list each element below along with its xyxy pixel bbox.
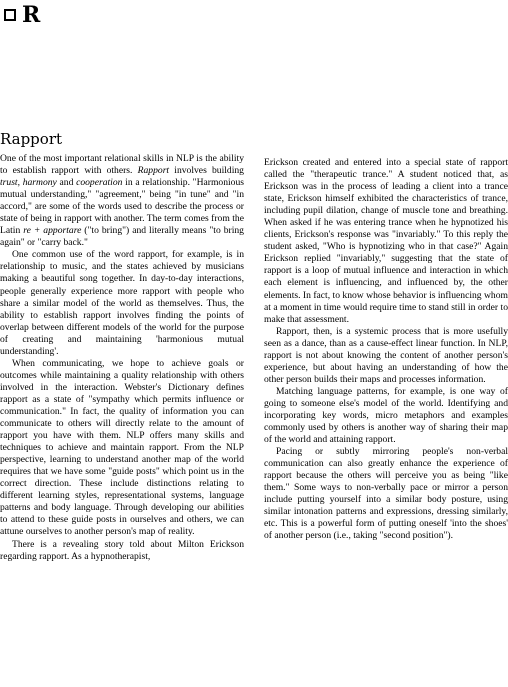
letter-header <box>4 2 40 28</box>
section-letter: R <box>22 2 41 28</box>
paragraph-3: When communicating, we hope to achieve goals or outcomes while maintaining a quality relationship with others involved in the interaction. Webster's Dictionary defines rapport as a state of "sympathy which permits influence or communication." In fact, the quality of information you can communicate to others will directly relate to the amount of rapport you have with them. NLP offers many skills and techniques to achieve and maintain rapport. From the NLP perspective, learning to understand another map of the world requires that we have some "guide posts" which point us in the correct direction. These include distinctions relating to different learning styles, representational systems, language patterns and body language. Through developing our abilities to attend to these guide posts in ourselves and others, we can attune ourselves to another person's map of reality. <box>0 357 244 538</box>
paragraph-6: Rapport, then, is a systemic process that is more usefully seen as a dance, than as a cause-effect linear function. In NLP, rapport is not about knowing the content of another person's experience, but about having an understanding of how the other person builds their maps and processes information. <box>264 325 508 385</box>
paragraph-4: There is a revealing story told about Milton Erickson regarding rapport. As a hypnotherapist, <box>0 538 244 562</box>
paragraph-8: Pacing or subtly mirroring people's non-verbal communication can also greatly enhance the experience of rapport because the others will perceive you as being "like them." Some ways to non-verbally pace or mirror a person include putting yourself into a similar body posture, using similar intonation patterns and expressions, dressing similarly, etc. This is a powerful form of putting oneself 'into the shoes' of another person (i.e., taking "second position"). <box>264 446 508 542</box>
p1-term-latin: re + apportare <box>23 225 82 237</box>
p1-text-e: and <box>56 177 77 189</box>
p1-text-i: ("to bring") and literally means "to bring again" or "carry back." <box>0 225 244 249</box>
p1-text-g: in a relationship. "Harmonious mutual understanding," "agreement," being "in tune" and "in accord," are some of the words used to describe the process or state of being in rapport with another. The term comes from the Latin <box>0 177 245 237</box>
paragraph-7: Matching language patterns, for example, is one way of going to someone else's model of the world. Identifying and incorporating key words, micro metaphors and examples commonly used by others is another way of sharing their map of the world and attaining rapport. <box>264 385 508 446</box>
p1-term-cooperation: cooperation <box>76 177 123 189</box>
entry-title: Rapport <box>0 130 63 148</box>
paragraph-5: Erickson created and entered into a special state of rapport called the "therapeutic trance." A student noticed that, as Erickson was in the process of leading a client into a trance state, Erickson himself exhibited the characteristics of trance, including pupil dilation, change of muscle tone and breathing. When asked if he was entering trance when he hypnotized his clients, Erickson's response was "invariably." To this reply the student asked, "Who is hypnotizing who in that case?" Again Erickson replied "invariably," suggesting that the state of rapport is a loop of mutual influence and interaction in which each element is influencing, and influenced by, the other elements. In fact, to know whose behavior is influencing whom at a moment in time would require time to stand still in order to make that assessment. <box>264 157 508 325</box>
p1-text-c: involves building <box>169 165 244 177</box>
p1-term-trust: trust, harmony <box>0 177 57 189</box>
paragraph-1 <box>0 153 244 249</box>
left-column <box>0 153 244 563</box>
right-column <box>264 157 508 543</box>
checkbox-square-icon <box>4 9 16 21</box>
p1-term-rapport: Rapport <box>137 165 170 177</box>
p1-text-a: One of the most important relational skills in NLP is the ability to establish rapport with others. <box>0 153 244 177</box>
paragraph-2: One common use of the word rapport, for example, is in relationship to music, and the states achieved by musicians making a beautiful song together. In day-to-day interactions, people generally experience more rapport with people who share a similar model of the world as themselves. Thus, the ability to establish rapport involves finding the points of overlap between different models of the world for the purpose of creating and maintaining 'harmonious mutual understanding'. <box>0 249 244 357</box>
